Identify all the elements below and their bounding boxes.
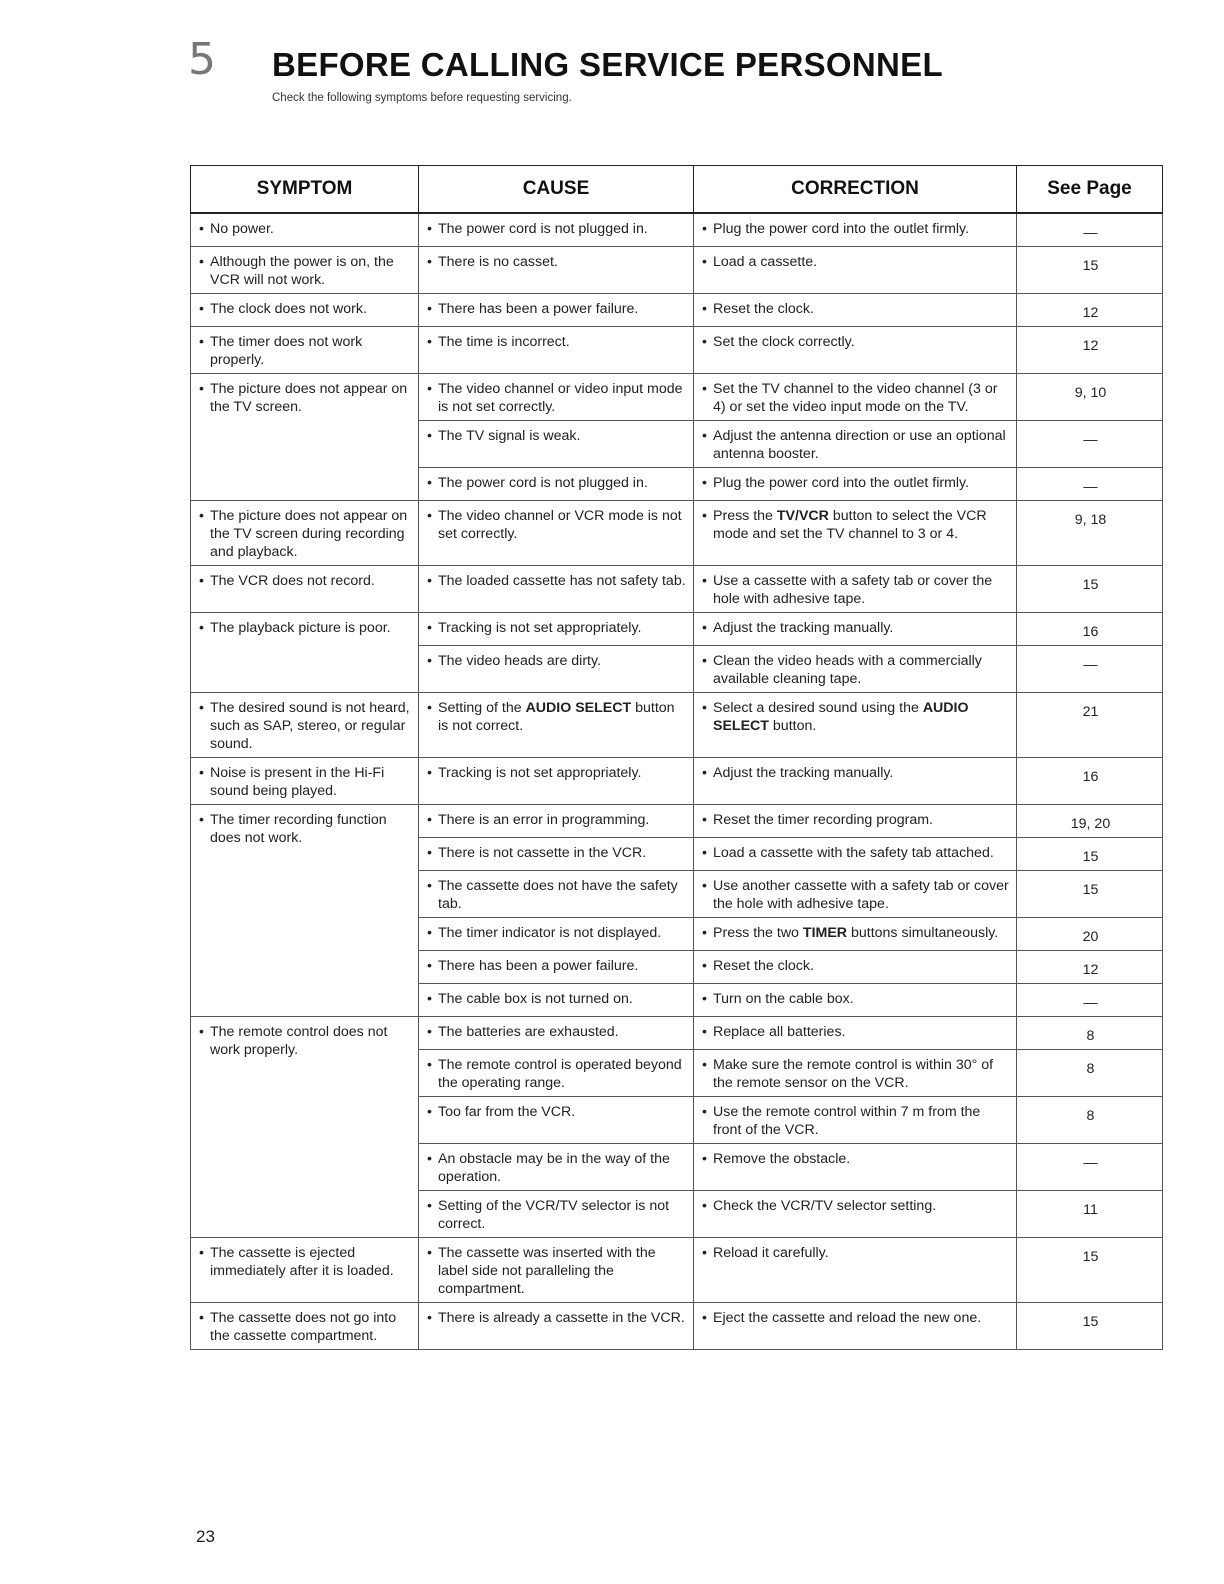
cause-cell	[419, 646, 694, 693]
correction-text: Load a cassette.	[713, 254, 818, 270]
bullet-marker: •	[702, 1057, 707, 1073]
see-page-cell: —	[1017, 213, 1163, 247]
cause-part: Setting of the	[438, 700, 526, 716]
correction-text: Use a cassette with a safety tab or cover the hole with adhesive tape.	[713, 573, 993, 607]
correction-text: Adjust the tracking manually.	[713, 620, 894, 636]
cause-text: There is no casset.	[438, 254, 558, 270]
see-page-cell: 15	[1017, 247, 1163, 294]
header-correction: CORRECTION	[694, 166, 1017, 214]
bullet-marker: •	[199, 1024, 204, 1040]
see-page-cell: —	[1017, 1144, 1163, 1191]
cause-text: There has been a power failure.	[438, 301, 639, 317]
cause-cell	[419, 838, 694, 871]
section-number: 5	[188, 34, 215, 85]
symptom-cell	[191, 805, 419, 1017]
bullet-marker: •	[427, 428, 432, 444]
correction-text: Adjust the antenna direction or use an optional antenna booster.	[713, 428, 1006, 462]
bullet-marker: •	[702, 765, 707, 781]
correction-text: Make sure the remote control is within 30° of the remote sensor on the VCR.	[713, 1057, 994, 1091]
bullet-marker: •	[199, 573, 204, 589]
see-page-cell: 8	[1017, 1050, 1163, 1097]
bullet-marker: •	[427, 381, 432, 397]
bullet-marker: •	[427, 475, 432, 491]
bullet-marker: •	[702, 1310, 707, 1326]
correction-text: Clean the video heads with a commercially available cleaning tape.	[713, 653, 982, 687]
table-row	[191, 374, 1163, 421]
cause-text: The loaded cassette has not safety tab.	[438, 573, 686, 589]
bullet-marker: •	[427, 620, 432, 636]
cause-text: There has been a power failure.	[438, 958, 639, 974]
correction-text: Remove the obstacle.	[713, 1151, 851, 1167]
correction-cell	[694, 646, 1017, 693]
bullet-marker: •	[702, 878, 707, 894]
bullet-marker: •	[427, 1310, 432, 1326]
bullet-marker: •	[702, 573, 707, 589]
correction-text	[713, 507, 1010, 543]
cause-cell	[419, 951, 694, 984]
correction-bold-part: AUDIO SELECT	[713, 700, 969, 734]
correction-text: Replace all batteries.	[713, 1024, 846, 1040]
correction-text: Reload it carefully.	[713, 1245, 829, 1261]
correction-part: button to select the VCR mode and set the TV channel to 3 or 4.	[713, 508, 987, 542]
bullet-marker: •	[427, 878, 432, 894]
bullet-marker: •	[702, 700, 707, 716]
bullet-marker: •	[702, 620, 707, 636]
table-row	[191, 247, 1163, 294]
correction-text: Set the TV channel to the video channel (3 or 4) or set the video input mode on the TV.	[713, 381, 998, 415]
bullet-marker: •	[427, 700, 432, 716]
see-page-cell: 12	[1017, 327, 1163, 374]
correction-cell	[694, 294, 1017, 327]
bullet-marker: •	[199, 301, 204, 317]
bullet-marker: •	[199, 508, 204, 524]
bullet-marker: •	[199, 700, 204, 716]
correction-cell	[694, 871, 1017, 918]
symptom-text: The cassette is ejected immediately after it is loaded.	[210, 1245, 394, 1279]
cause-cell	[419, 871, 694, 918]
cause-cell	[419, 918, 694, 951]
see-page-cell: 11	[1017, 1191, 1163, 1238]
bullet-marker: •	[427, 254, 432, 270]
correction-cell	[694, 247, 1017, 294]
table-header-row	[191, 166, 1163, 214]
symptom-text: The clock does not work.	[210, 301, 367, 317]
correction-cell	[694, 374, 1017, 421]
bullet-marker: •	[427, 653, 432, 669]
cause-cell	[419, 213, 694, 247]
see-page-cell: 9, 10	[1017, 374, 1163, 421]
bullet-marker: •	[199, 254, 204, 270]
symptom-cell	[191, 294, 419, 327]
correction-cell	[694, 838, 1017, 871]
correction-cell	[694, 613, 1017, 646]
cause-cell	[419, 421, 694, 468]
correction-cell	[694, 1017, 1017, 1050]
see-page-cell: 15	[1017, 838, 1163, 871]
correction-text: Reset the clock.	[713, 301, 814, 317]
cause-text: The TV signal is weak.	[438, 428, 581, 444]
correction-cell	[694, 468, 1017, 501]
bullet-marker: •	[199, 1245, 204, 1261]
cause-text	[438, 699, 687, 735]
correction-cell	[694, 1303, 1017, 1350]
cause-text: The time is incorrect.	[438, 334, 570, 350]
correction-part: Press the	[713, 508, 777, 524]
cause-cell	[419, 613, 694, 646]
bullet-marker: •	[199, 620, 204, 636]
symptom-cell	[191, 566, 419, 613]
cause-cell	[419, 1238, 694, 1303]
correction-part: Press the two	[713, 925, 803, 941]
cause-text: The video heads are dirty.	[438, 653, 601, 669]
cause-cell	[419, 758, 694, 805]
see-page-cell: —	[1017, 646, 1163, 693]
correction-text: Turn on the cable box.	[713, 991, 854, 1007]
bullet-marker: •	[427, 845, 432, 861]
correction-cell	[694, 984, 1017, 1017]
symptom-text: The picture does not appear on the TV screen during recording and playback.	[210, 508, 408, 560]
correction-text: Set the clock correctly.	[713, 334, 855, 350]
correction-text: Check the VCR/TV selector setting.	[713, 1198, 937, 1214]
bullet-marker: •	[702, 1245, 707, 1261]
symptom-cell	[191, 213, 419, 247]
see-page-cell: 21	[1017, 693, 1163, 758]
symptom-text: The cassette does not go into the cassette compartment.	[210, 1310, 397, 1344]
cause-part: button is not correct.	[438, 700, 675, 734]
bullet-marker: •	[702, 845, 707, 861]
symptom-text: The timer recording function does not work.	[210, 812, 387, 846]
cause-cell	[419, 1191, 694, 1238]
cause-text: Too far from the VCR.	[438, 1104, 576, 1120]
cause-text: Tracking is not set appropriately.	[438, 765, 642, 781]
see-page-cell: 15	[1017, 566, 1163, 613]
see-page-cell: —	[1017, 984, 1163, 1017]
cause-text: The video channel or video input mode is not set correctly.	[438, 381, 683, 415]
cause-cell	[419, 1017, 694, 1050]
page-number: 23	[196, 1527, 215, 1546]
table-row	[191, 1017, 1163, 1050]
correction-cell	[694, 213, 1017, 247]
correction-text	[713, 699, 1010, 735]
correction-text: Use another cassette with a safety tab or cover the hole with adhesive tape.	[713, 878, 1009, 912]
cause-text: Tracking is not set appropriately.	[438, 620, 642, 636]
table-row	[191, 294, 1163, 327]
correction-bold-part: TV/VCR	[776, 508, 829, 524]
cause-cell	[419, 1050, 694, 1097]
cause-cell	[419, 1144, 694, 1191]
see-page-cell: 8	[1017, 1097, 1163, 1144]
cause-text: There is an error in programming.	[438, 812, 650, 828]
symptom-cell	[191, 247, 419, 294]
correction-cell	[694, 1144, 1017, 1191]
cause-cell	[419, 693, 694, 758]
correction-part: button.	[768, 718, 817, 734]
correction-part: buttons simultaneously.	[847, 925, 999, 941]
symptom-text: The VCR does not record.	[210, 573, 375, 589]
bullet-marker: •	[702, 254, 707, 270]
symptom-text: The playback picture is poor.	[210, 620, 391, 636]
see-page-cell: 12	[1017, 951, 1163, 984]
bullet-marker: •	[427, 1057, 432, 1073]
symptom-cell	[191, 374, 419, 501]
symptom-cell	[191, 613, 419, 693]
header-cause: CAUSE	[419, 166, 694, 214]
cause-cell	[419, 566, 694, 613]
symptom-text: The picture does not appear on the TV screen.	[210, 381, 408, 415]
bullet-marker: •	[702, 381, 707, 397]
bullet-marker: •	[199, 381, 204, 397]
cause-text: The power cord is not plugged in.	[438, 475, 648, 491]
bullet-marker: •	[427, 812, 432, 828]
bullet-marker: •	[702, 301, 707, 317]
bullet-marker: •	[427, 1198, 432, 1214]
cause-cell	[419, 984, 694, 1017]
cause-cell	[419, 247, 694, 294]
symptom-cell	[191, 1017, 419, 1238]
correction-cell	[694, 805, 1017, 838]
page-subtitle: Check the following symptoms before requesting servicing.	[272, 92, 572, 104]
page-header	[180, 30, 1180, 110]
cause-cell	[419, 468, 694, 501]
symptom-text: Although the power is on, the VCR will not work.	[210, 254, 394, 288]
cause-bold-part: AUDIO SELECT	[525, 700, 632, 716]
cause-cell	[419, 1097, 694, 1144]
correction-text: Eject the cassette and reload the new one.	[713, 1310, 982, 1326]
bullet-marker: •	[427, 765, 432, 781]
symptom-text: The remote control does not work properly.	[210, 1024, 388, 1058]
cause-text: The timer indicator is not displayed.	[438, 925, 662, 941]
bullet-marker: •	[427, 573, 432, 589]
bullet-marker: •	[702, 925, 707, 941]
bullet-marker: •	[427, 508, 432, 524]
correction-cell	[694, 758, 1017, 805]
header-symptom: SYMPTOM	[191, 166, 419, 214]
symptom-cell	[191, 1303, 419, 1350]
cause-text: The batteries are exhausted.	[438, 1024, 619, 1040]
correction-cell	[694, 1097, 1017, 1144]
bullet-marker: •	[702, 991, 707, 1007]
correction-cell	[694, 501, 1017, 566]
bullet-marker: •	[702, 1151, 707, 1167]
bullet-marker: •	[702, 475, 707, 491]
bullet-marker: •	[702, 1198, 707, 1214]
see-page-cell: 20	[1017, 918, 1163, 951]
table-row	[191, 501, 1163, 566]
cause-cell	[419, 374, 694, 421]
cause-text: The cassette does not have the safety tab.	[438, 878, 678, 912]
page-title: BEFORE CALLING SERVICE PERSONNEL	[272, 46, 943, 83]
correction-cell	[694, 918, 1017, 951]
cause-text: The cassette was inserted with the label side not paralleling the compartment.	[438, 1245, 656, 1297]
bullet-marker: •	[427, 334, 432, 350]
symptom-text: Noise is present in the Hi-Fi sound being played.	[210, 765, 385, 799]
cause-cell	[419, 294, 694, 327]
correction-text: Use the remote control within 7 m from the front of the VCR.	[713, 1104, 981, 1138]
bullet-marker: •	[702, 812, 707, 828]
see-page-cell: 12	[1017, 294, 1163, 327]
bullet-marker: •	[702, 958, 707, 974]
bullet-marker: •	[427, 1024, 432, 1040]
bullet-marker: •	[427, 221, 432, 237]
correction-bold-part: TIMER	[802, 925, 848, 941]
correction-text: Plug the power cord into the outlet firmly.	[713, 475, 970, 491]
cause-text: The cable box is not turned on.	[438, 991, 633, 1007]
bullet-marker: •	[199, 1310, 204, 1326]
table-row	[191, 693, 1163, 758]
bullet-marker: •	[702, 653, 707, 669]
correction-text: Plug the power cord into the outlet firmly.	[713, 221, 970, 237]
correction-text: Load a cassette with the safety tab attached.	[713, 845, 994, 861]
correction-cell	[694, 1191, 1017, 1238]
symptom-text: The desired sound is not heard, such as SAP, stereo, or regular sound.	[210, 700, 410, 752]
troubleshooting-table-wrapper	[190, 165, 1162, 1350]
correction-text: Reset the timer recording program.	[713, 812, 933, 828]
bullet-marker: •	[199, 334, 204, 350]
cause-text: Setting of the VCR/TV selector is not correct.	[438, 1198, 670, 1232]
bullet-marker: •	[702, 428, 707, 444]
table-row	[191, 758, 1163, 805]
bullet-marker: •	[427, 958, 432, 974]
table-row	[191, 805, 1163, 838]
cause-cell	[419, 327, 694, 374]
correction-text: Reset the clock.	[713, 958, 814, 974]
bullet-marker: •	[427, 925, 432, 941]
correction-cell	[694, 951, 1017, 984]
bullet-marker: •	[199, 221, 204, 237]
symptom-text: The timer does not work properly.	[210, 334, 363, 368]
troubleshooting-table	[190, 165, 1163, 1350]
see-page-cell: 19, 20	[1017, 805, 1163, 838]
symptom-cell	[191, 758, 419, 805]
symptom-cell	[191, 501, 419, 566]
correction-text	[713, 924, 1010, 942]
bullet-marker: •	[199, 765, 204, 781]
cause-cell	[419, 805, 694, 838]
correction-text: Adjust the tracking manually.	[713, 765, 894, 781]
bullet-marker: •	[702, 221, 707, 237]
bullet-marker: •	[427, 1104, 432, 1120]
correction-cell	[694, 566, 1017, 613]
correction-cell	[694, 1238, 1017, 1303]
header-see-page: See Page	[1017, 166, 1163, 214]
see-page-cell: 16	[1017, 758, 1163, 805]
cause-text: There is not cassette in the VCR.	[438, 845, 647, 861]
cause-cell	[419, 501, 694, 566]
cause-text: The video channel or VCR mode is not set correctly.	[438, 508, 682, 542]
bullet-marker: •	[427, 301, 432, 317]
table-row	[191, 213, 1163, 247]
see-page-cell: 9, 18	[1017, 501, 1163, 566]
symptom-cell	[191, 1238, 419, 1303]
bullet-marker: •	[427, 1245, 432, 1261]
correction-cell	[694, 421, 1017, 468]
cause-text: There is already a cassette in the VCR.	[438, 1310, 685, 1326]
correction-cell	[694, 1050, 1017, 1097]
table-row	[191, 613, 1163, 646]
bullet-marker: •	[702, 508, 707, 524]
cause-cell	[419, 1303, 694, 1350]
see-page-cell: —	[1017, 421, 1163, 468]
symptom-cell	[191, 327, 419, 374]
see-page-cell: 15	[1017, 1238, 1163, 1303]
bullet-marker: •	[427, 991, 432, 1007]
bullet-marker: •	[702, 334, 707, 350]
see-page-cell: 15	[1017, 871, 1163, 918]
see-page-cell: 15	[1017, 1303, 1163, 1350]
table-row	[191, 566, 1163, 613]
table-row	[191, 1303, 1163, 1350]
cause-text: The power cord is not plugged in.	[438, 221, 648, 237]
see-page-cell: 16	[1017, 613, 1163, 646]
bullet-marker: •	[199, 812, 204, 828]
table-row	[191, 1238, 1163, 1303]
cause-text: An obstacle may be in the way of the operation.	[438, 1151, 670, 1185]
see-page-cell: —	[1017, 468, 1163, 501]
correction-part: Select a desired sound using the	[713, 700, 923, 716]
bullet-marker: •	[702, 1024, 707, 1040]
correction-cell	[694, 327, 1017, 374]
correction-cell	[694, 693, 1017, 758]
cause-text: The remote control is operated beyond the operating range.	[438, 1057, 682, 1091]
see-page-cell: 8	[1017, 1017, 1163, 1050]
table-body	[191, 213, 1163, 1350]
bullet-marker: •	[702, 1104, 707, 1120]
table-row	[191, 327, 1163, 374]
symptom-text: No power.	[210, 221, 274, 237]
bullet-marker: •	[427, 1151, 432, 1167]
symptom-cell	[191, 693, 419, 758]
